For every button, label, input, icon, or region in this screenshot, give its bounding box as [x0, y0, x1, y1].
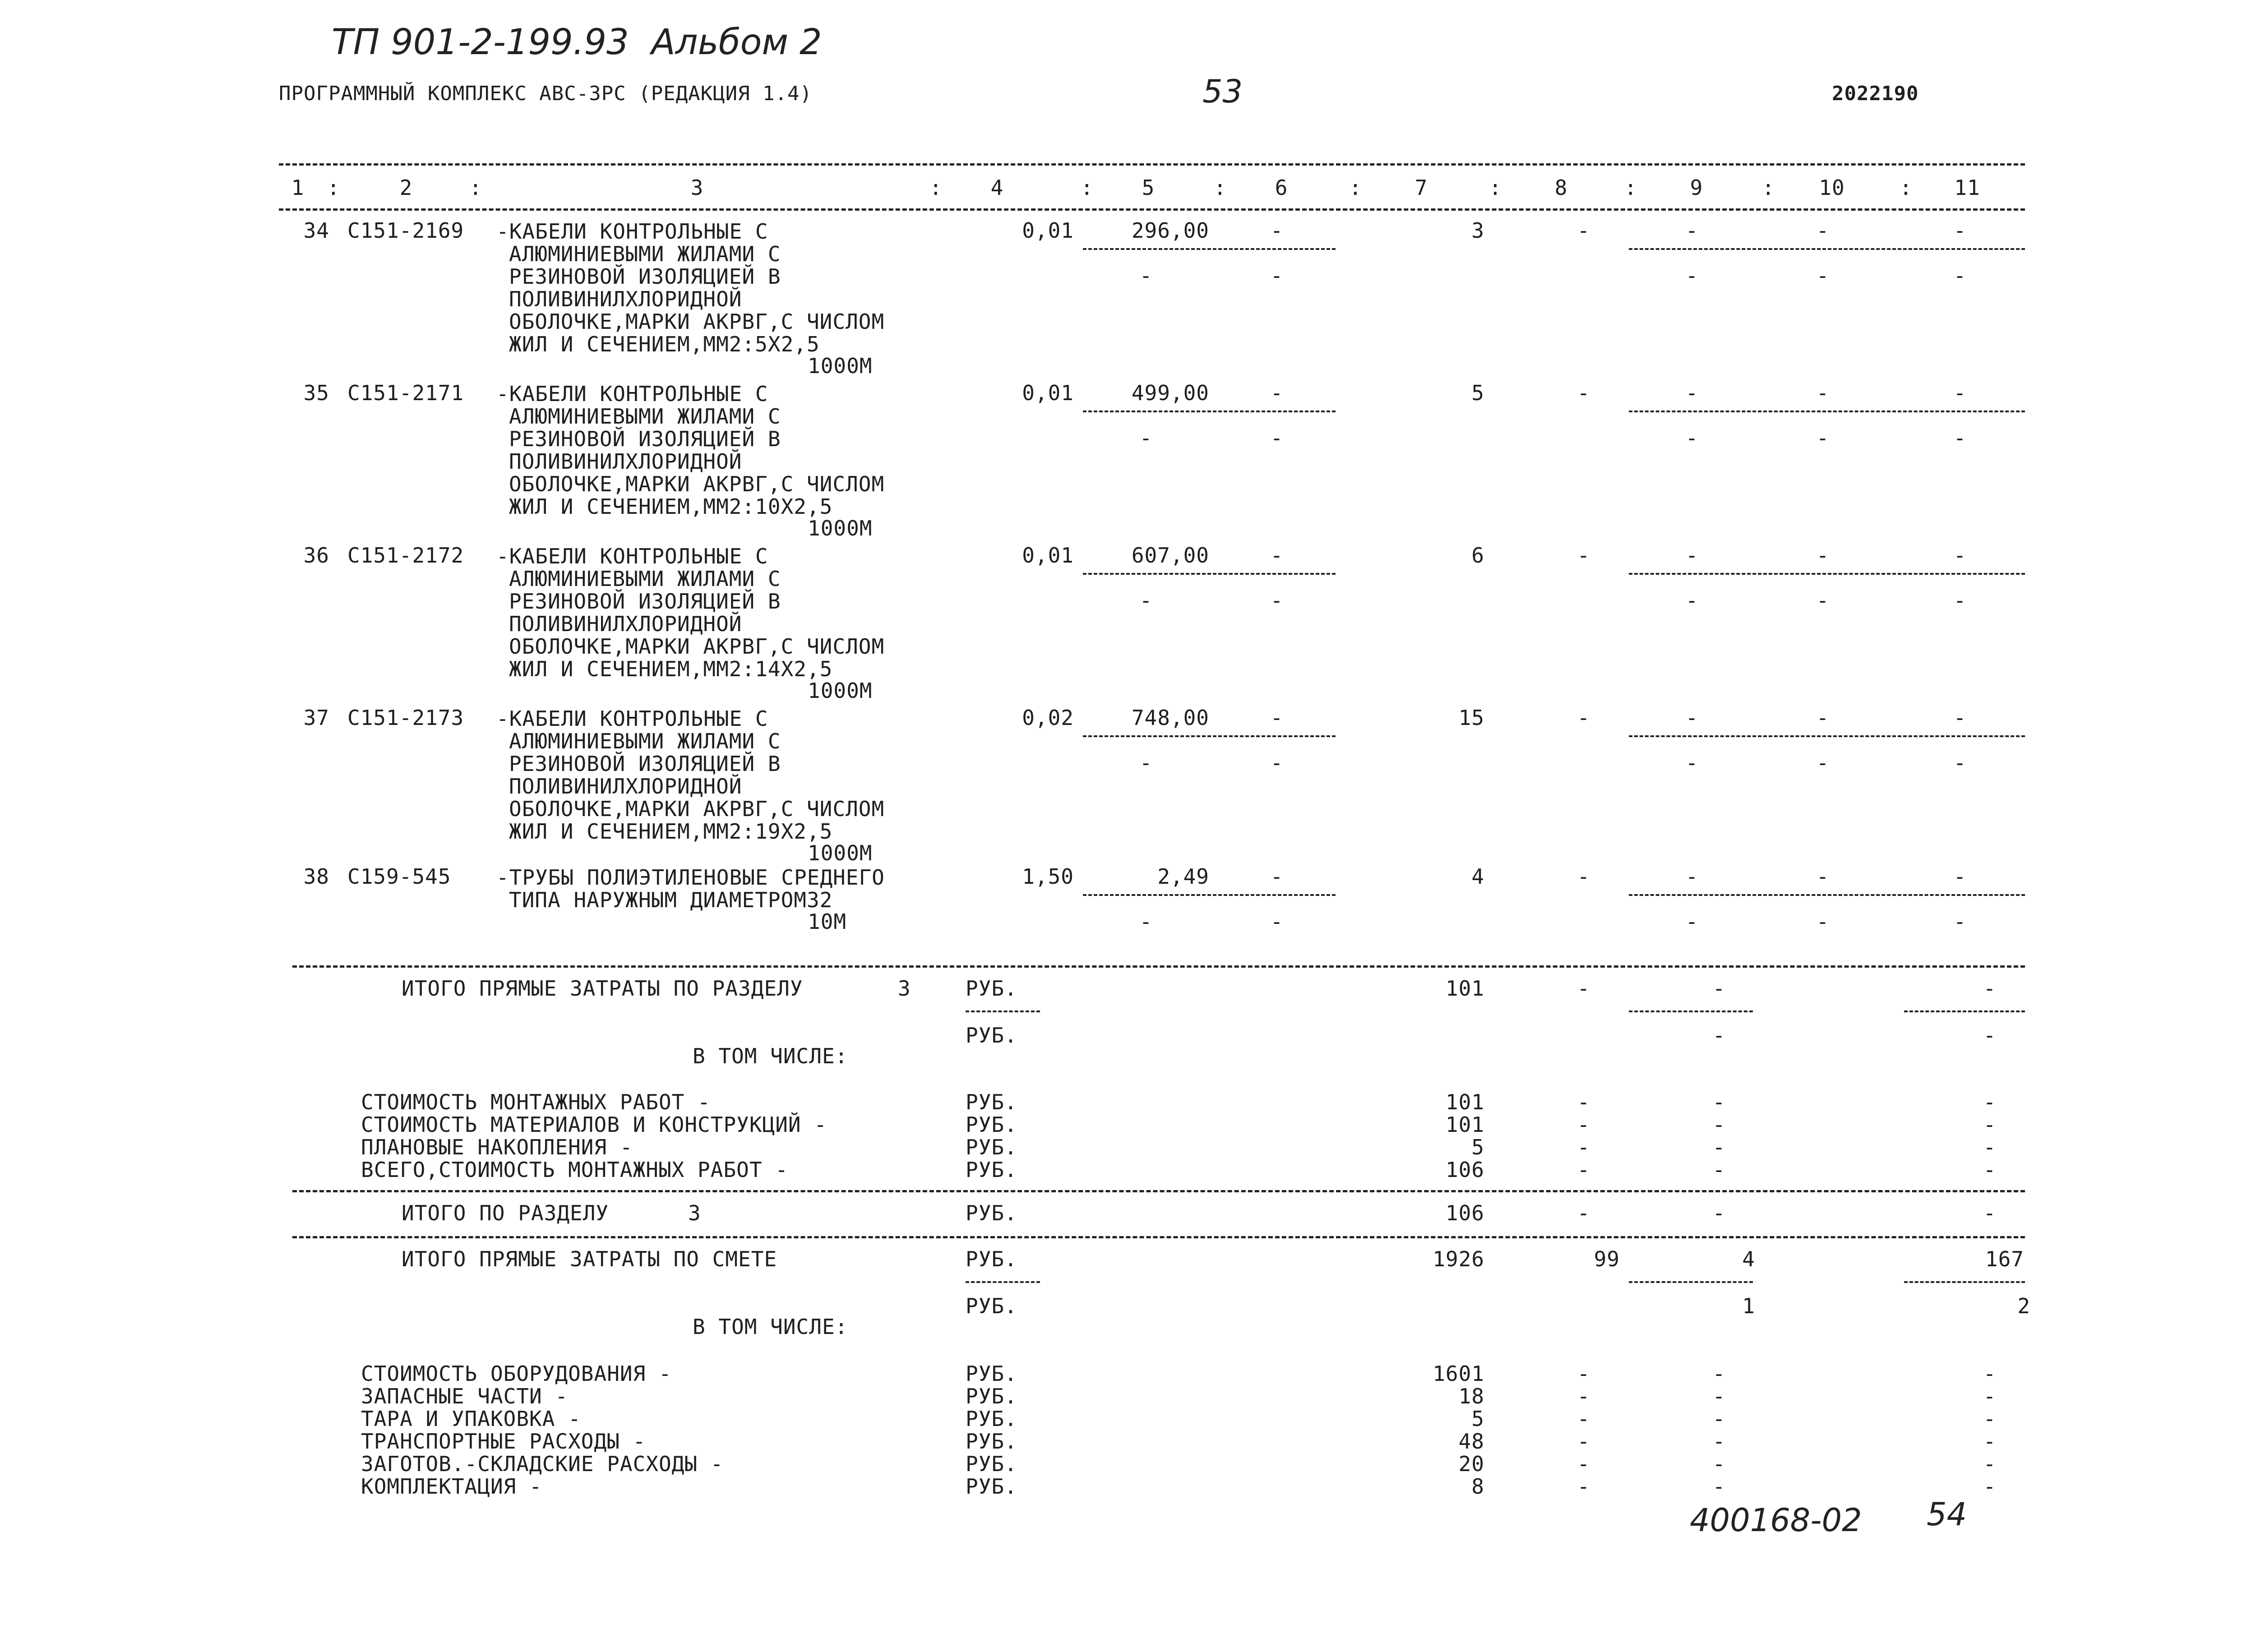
- item-price: 499,00: [1131, 381, 1209, 405]
- item-underline-left: [1083, 735, 1336, 737]
- by-section-col7: 106: [1445, 1201, 1484, 1225]
- estimate-total-label: ИТОГО ПРЯМЫЕ ЗАТРАТЫ ПО СМЕТЕ: [402, 1247, 777, 1271]
- estimate-including-label: В ТОМ ЧИСЛЕ:: [693, 1315, 848, 1339]
- breakdown-label: ЗАПАСНЫЕ ЧАСТИ -: [361, 1384, 569, 1408]
- item-sub-col10: -: [1816, 751, 1830, 775]
- breakdown-col11: -: [1983, 1452, 1997, 1476]
- item-description-line: АЛЮМИНИЕВЫМИ ЖИЛАМИ С: [509, 242, 781, 266]
- item-sub-col9: -: [1685, 426, 1699, 450]
- item-col9: -: [1685, 381, 1699, 405]
- item-col7: 4: [1471, 864, 1484, 889]
- breakdown-col7: 48: [1458, 1429, 1484, 1454]
- item-col6: -: [1270, 218, 1284, 243]
- estimate-total-sub-col9: 1: [1742, 1294, 1755, 1318]
- handwritten-title: ТП 901-2-199.93 Альбом 2: [332, 22, 822, 63]
- breakdown-col11: -: [1983, 1112, 1997, 1137]
- item-code: С151-2171: [347, 381, 464, 405]
- column-separator: :: [1081, 175, 1094, 200]
- section-col11-underline: [1904, 1011, 2025, 1012]
- column-number-2: 2: [399, 175, 413, 200]
- page-number: 53: [1202, 73, 1243, 110]
- breakdown-col11: -: [1983, 1158, 1997, 1182]
- item-price: 296,00: [1131, 218, 1209, 243]
- item-description-line: ПОЛИВИНИЛХЛОРИДНОЙ: [509, 287, 742, 311]
- breakdown-col9: -: [1712, 1158, 1726, 1182]
- breakdown-label: ТРАНСПОРТНЫЕ РАСХОДЫ -: [361, 1429, 646, 1454]
- breakdown-col8: -: [1577, 1135, 1590, 1159]
- breakdown-col9: -: [1712, 1135, 1726, 1159]
- item-underline-left: [1083, 411, 1336, 412]
- item-description-line: -КАБЕЛИ КОНТРОЛЬНЫЕ С: [496, 706, 768, 731]
- item-col11: -: [1953, 543, 1967, 568]
- column-separator: :: [469, 175, 482, 200]
- section-total-col9: -: [1712, 976, 1726, 1001]
- item-description-line: ОБОЛОЧКЕ,МАРКИ АКРВГ,С ЧИСЛОМ: [509, 309, 885, 334]
- item-col8: -: [1577, 381, 1590, 405]
- breakdown-col7: 5: [1471, 1407, 1484, 1431]
- breakdown-col11: -: [1983, 1407, 1997, 1431]
- item-sub-col5: -: [1139, 588, 1153, 613]
- column-number-3: 3: [690, 175, 704, 200]
- breakdown-label: ЗАГОТОВ.-СКЛАДСКИЕ РАСХОДЫ -: [361, 1452, 724, 1476]
- item-qty: 0,01: [1022, 218, 1074, 243]
- item-number: 34: [303, 218, 329, 243]
- item-underline-right: [1629, 248, 2025, 250]
- breakdown-col8: -: [1577, 1361, 1590, 1386]
- item-sub-col10: -: [1816, 909, 1830, 934]
- by-section-number: 3: [688, 1201, 701, 1225]
- breakdown-col9: -: [1712, 1361, 1726, 1386]
- item-unit: 1000М: [808, 841, 873, 865]
- item-description: [496, 383, 884, 518]
- breakdown-label: КОМПЛЕКТАЦИЯ -: [361, 1474, 542, 1499]
- item-col6: -: [1270, 706, 1284, 730]
- column-separator: :: [1624, 175, 1637, 200]
- item-col10: -: [1816, 706, 1830, 730]
- handwritten-doc-code: 400168-02: [1690, 1502, 1862, 1539]
- item-col8: -: [1577, 218, 1590, 243]
- item-col7: 15: [1458, 706, 1484, 730]
- estimate-top-rule: [292, 1236, 2025, 1238]
- item-number: 36: [303, 543, 329, 568]
- section-col9-underline: [1629, 1011, 1753, 1012]
- item-code: С159-545: [347, 864, 451, 889]
- breakdown-col8: -: [1577, 1158, 1590, 1182]
- estimate-total-col9: 4: [1742, 1247, 1755, 1271]
- item-description-line: АЛЮМИНИЕВЫМИ ЖИЛАМИ С: [509, 729, 781, 753]
- item-description-line: РЕЗИНОВОЙ ИЗОЛЯЦИЕЙ В: [509, 427, 781, 451]
- by-section-col8: -: [1577, 1201, 1590, 1225]
- item-number: 37: [303, 706, 329, 730]
- item-description-line: -КАБЕЛИ КОНТРОЛЬНЫЕ С: [496, 382, 768, 406]
- item-underline-left: [1083, 573, 1336, 575]
- item-sub-col6: -: [1270, 751, 1284, 775]
- breakdown-col11: -: [1983, 1135, 1997, 1159]
- breakdown-col9: -: [1712, 1112, 1726, 1137]
- item-sub-col10: -: [1816, 588, 1830, 613]
- breakdown-col8: -: [1577, 1384, 1590, 1408]
- item-qty: 0,01: [1022, 543, 1074, 568]
- item-col6: -: [1270, 381, 1284, 405]
- item-underline-right: [1629, 894, 2025, 896]
- item-description-line: ЖИЛ И СЕЧЕНИЕМ,ММ2:14Х2,5: [509, 657, 833, 681]
- item-description-line: -КАБЕЛИ КОНТРОЛЬНЫЕ С: [496, 544, 768, 568]
- by-section-col9: -: [1712, 1201, 1726, 1225]
- breakdown-col7: 106: [1445, 1158, 1484, 1182]
- breakdown-rub: РУБ.: [966, 1474, 1017, 1499]
- breakdown-rub: РУБ.: [966, 1158, 1017, 1182]
- breakdown-rub: РУБ.: [966, 1452, 1017, 1476]
- breakdown-col7: 1601: [1433, 1361, 1484, 1386]
- item-sub-col11: -: [1953, 426, 1967, 450]
- breakdown-col7: 20: [1458, 1452, 1484, 1476]
- breakdown-rub: РУБ.: [966, 1112, 1017, 1137]
- breakdown-label: СТОИМОСТЬ МАТЕРИАЛОВ И КОНСТРУКЦИЙ -: [361, 1112, 827, 1137]
- breakdown-label: ПЛАНОВЫЕ НАКОПЛЕНИЯ -: [361, 1135, 633, 1159]
- item-col9: -: [1685, 706, 1699, 730]
- item-code: С151-2173: [347, 706, 464, 730]
- item-description-line: -ТРУБЫ ПОЛИЭТИЛЕНОВЫЕ СРЕДНЕГО: [496, 865, 885, 890]
- section-rub-underline: [966, 1011, 1040, 1012]
- section-total-number: 3: [898, 976, 911, 1001]
- estimate-total-col11: 167: [1985, 1247, 2024, 1271]
- estimate-rub-underline: [966, 1281, 1040, 1283]
- column-number-5: 5: [1142, 175, 1155, 200]
- column-number-11: 11: [1954, 175, 1980, 200]
- item-col6: -: [1270, 543, 1284, 568]
- section-breakdown-bottom-rule: [292, 1190, 2025, 1192]
- column-number-8: 8: [1554, 175, 1568, 200]
- column-number-6: 6: [1275, 175, 1288, 200]
- breakdown-rub: РУБ.: [966, 1090, 1017, 1114]
- item-sub-col6: -: [1270, 588, 1284, 613]
- item-description-line: ПОЛИВИНИЛХЛОРИДНОЙ: [509, 774, 742, 798]
- item-unit: 10М: [808, 909, 847, 934]
- item-col6: -: [1270, 864, 1284, 889]
- item-sub-col11: -: [1953, 751, 1967, 775]
- item-description: [496, 866, 885, 911]
- breakdown-col7: 5: [1471, 1135, 1484, 1159]
- column-number-4: 4: [990, 175, 1004, 200]
- section-top-rule: [292, 965, 2025, 968]
- item-sub-col10: -: [1816, 263, 1830, 288]
- breakdown-label: ВСЕГО,СТОИМОСТЬ МОНТАЖНЫХ РАБОТ -: [361, 1158, 788, 1182]
- breakdown-col11: -: [1983, 1474, 1997, 1499]
- item-col8: -: [1577, 543, 1590, 568]
- column-number-1: 1: [291, 175, 305, 200]
- estimate-total-sub-col11: 2: [2017, 1294, 2030, 1318]
- column-separator: :: [1489, 175, 1502, 200]
- section-total-rub-2: РУБ.: [966, 1023, 1017, 1047]
- item-description-line: АЛЮМИНИЕВЫМИ ЖИЛАМИ С: [509, 404, 781, 429]
- breakdown-col9: -: [1712, 1090, 1726, 1114]
- item-price: 2,49: [1157, 864, 1209, 889]
- breakdown-rub: РУБ.: [966, 1407, 1017, 1431]
- item-col8: -: [1577, 706, 1590, 730]
- breakdown-col11: -: [1983, 1090, 1997, 1114]
- breakdown-rub: РУБ.: [966, 1384, 1017, 1408]
- breakdown-col7: 8: [1471, 1474, 1484, 1499]
- item-description-line: РЕЗИНОВОЙ ИЗОЛЯЦИЕЙ В: [509, 264, 781, 289]
- column-separator: :: [1349, 175, 1362, 200]
- section-total-col7: 101: [1445, 976, 1484, 1001]
- item-description-line: ПОЛИВИНИЛХЛОРИДНОЙ: [509, 612, 742, 636]
- breakdown-label: СТОИМОСТЬ ОБОРУДОВАНИЯ -: [361, 1361, 672, 1386]
- breakdown-col11: -: [1983, 1361, 1997, 1386]
- column-number-7: 7: [1415, 175, 1428, 200]
- item-description-line: ОБОЛОЧКЕ,МАРКИ АКРВГ,С ЧИСЛОМ: [509, 797, 885, 821]
- item-sub-col11: -: [1953, 263, 1967, 288]
- estimate-total-rub-2: РУБ.: [966, 1294, 1017, 1318]
- item-price: 748,00: [1131, 706, 1209, 730]
- item-description: [496, 707, 884, 843]
- breakdown-col8: -: [1577, 1407, 1590, 1431]
- section-total-label: ИТОГО ПРЯМЫЕ ЗАТРАТЫ ПО РАЗДЕЛУ: [402, 976, 803, 1001]
- item-description-line: ЖИЛ И СЕЧЕНИЕМ,ММ2:5Х2,5: [509, 332, 820, 356]
- column-separator: :: [1900, 175, 1913, 200]
- item-description-line: ОБОЛОЧКЕ,МАРКИ АКРВГ,С ЧИСЛОМ: [509, 472, 885, 496]
- item-description-line: -КАБЕЛИ КОНТРОЛЬНЫЕ С: [496, 219, 768, 244]
- column-number-10: 10: [1819, 175, 1845, 200]
- item-qty: 1,50: [1022, 864, 1074, 889]
- breakdown-col9: -: [1712, 1452, 1726, 1476]
- section-total-col8: -: [1577, 976, 1590, 1001]
- breakdown-col7: 101: [1445, 1090, 1484, 1114]
- breakdown-col7: 101: [1445, 1112, 1484, 1137]
- breakdown-rub: РУБ.: [966, 1135, 1017, 1159]
- item-description-line: ОБОЛОЧКЕ,МАРКИ АКРВГ,С ЧИСЛОМ: [509, 634, 885, 659]
- item-number: 35: [303, 381, 329, 405]
- table-top-rule: [279, 163, 2025, 166]
- handwritten-page-number: 54: [1927, 1496, 1967, 1533]
- item-col9: -: [1685, 864, 1699, 889]
- item-underline-left: [1083, 894, 1336, 896]
- breakdown-col8: -: [1577, 1452, 1590, 1476]
- program-name: ПРОГРАММНЫЙ КОМПЛЕКС АВС-ЗРС (РЕДАКЦИЯ 1.4): [279, 82, 813, 105]
- item-col10: -: [1816, 543, 1830, 568]
- item-col11: -: [1953, 864, 1967, 889]
- estimate-col11-underline: [1904, 1281, 2025, 1283]
- breakdown-rub: РУБ.: [966, 1429, 1017, 1454]
- breakdown-col8: -: [1577, 1429, 1590, 1454]
- item-col9: -: [1685, 218, 1699, 243]
- estimate-col9-underline: [1629, 1281, 1753, 1283]
- column-separator: :: [929, 175, 943, 200]
- item-underline-right: [1629, 411, 2025, 412]
- breakdown-col9: -: [1712, 1474, 1726, 1499]
- item-sub-col5: -: [1139, 751, 1153, 775]
- by-section-label: ИТОГО ПО РАЗДЕЛУ: [402, 1201, 609, 1225]
- doc-code: 2022190: [1832, 82, 1919, 105]
- item-sub-col6: -: [1270, 263, 1284, 288]
- item-sub-col9: -: [1685, 751, 1699, 775]
- item-sub-col9: -: [1685, 263, 1699, 288]
- item-price: 607,00: [1131, 543, 1209, 568]
- breakdown-label: СТОИМОСТЬ МОНТАЖНЫХ РАБОТ -: [361, 1090, 711, 1114]
- section-total-rub: РУБ.: [966, 976, 1017, 1001]
- item-underline-left: [1083, 248, 1336, 250]
- item-description-line: РЕЗИНОВОЙ ИЗОЛЯЦИЕЙ В: [509, 752, 781, 776]
- column-separator: :: [1214, 175, 1227, 200]
- breakdown-col9: -: [1712, 1429, 1726, 1454]
- breakdown-col11: -: [1983, 1384, 1997, 1408]
- item-description-line: АЛЮМИНИЕВЫМИ ЖИЛАМИ С: [509, 567, 781, 591]
- item-col8: -: [1577, 864, 1590, 889]
- by-section-col11: -: [1983, 1201, 1997, 1225]
- by-section-rub: РУБ.: [966, 1201, 1017, 1225]
- breakdown-col11: -: [1983, 1429, 1997, 1454]
- column-separator: :: [1762, 175, 1775, 200]
- item-sub-col6: -: [1270, 426, 1284, 450]
- item-code: С151-2172: [347, 543, 464, 568]
- item-sub-col9: -: [1685, 588, 1699, 613]
- item-description-line: ТИПА НАРУЖНЫМ ДИАМЕТРОМ32: [509, 888, 833, 912]
- item-sub-col11: -: [1953, 588, 1967, 613]
- item-unit: 1000М: [808, 354, 873, 378]
- item-col9: -: [1685, 543, 1699, 568]
- estimate-total-col7: 1926: [1433, 1247, 1484, 1271]
- item-sub-col9: -: [1685, 909, 1699, 934]
- item-description-line: ЖИЛ И СЕЧЕНИЕМ,ММ2:10Х2,5: [509, 494, 833, 519]
- estimate-total-col8: 99: [1594, 1247, 1620, 1271]
- item-code: С151-2169: [347, 218, 464, 243]
- item-sub-col6: -: [1270, 909, 1284, 934]
- item-qty: 0,01: [1022, 381, 1074, 405]
- breakdown-label: ТАРА И УПАКОВКА -: [361, 1407, 581, 1431]
- section-including-label: В ТОМ ЧИСЛЕ:: [693, 1044, 848, 1068]
- item-unit: 1000М: [808, 678, 873, 703]
- breakdown-col9: -: [1712, 1384, 1726, 1408]
- item-col11: -: [1953, 706, 1967, 730]
- item-col10: -: [1816, 218, 1830, 243]
- item-col10: -: [1816, 864, 1830, 889]
- breakdown-col7: 18: [1458, 1384, 1484, 1408]
- item-underline-right: [1629, 573, 2025, 575]
- item-col7: 6: [1471, 543, 1484, 568]
- item-sub-col10: -: [1816, 426, 1830, 450]
- item-sub-col11: -: [1953, 909, 1967, 934]
- section-total-sub-col9: -: [1712, 1023, 1726, 1047]
- item-description: [496, 220, 884, 355]
- breakdown-col8: -: [1577, 1112, 1590, 1137]
- item-sub-col5: -: [1139, 426, 1153, 450]
- item-col10: -: [1816, 381, 1830, 405]
- section-total-sub-col11: -: [1983, 1023, 1997, 1047]
- item-col7: 3: [1471, 218, 1484, 243]
- breakdown-col8: -: [1577, 1090, 1590, 1114]
- item-description-line: ПОЛИВИНИЛХЛОРИДНОЙ: [509, 449, 742, 474]
- column-number-9: 9: [1690, 175, 1703, 200]
- item-unit: 1000М: [808, 516, 873, 540]
- item-description-line: ЖИЛ И СЕЧЕНИЕМ,ММ2:19Х2,5: [509, 819, 833, 844]
- item-number: 38: [303, 864, 329, 889]
- item-description-line: РЕЗИНОВОЙ ИЗОЛЯЦИЕЙ В: [509, 589, 781, 614]
- breakdown-col8: -: [1577, 1474, 1590, 1499]
- item-description: [496, 545, 884, 680]
- item-col11: -: [1953, 381, 1967, 405]
- item-col7: 5: [1471, 381, 1484, 405]
- section-total-col11: -: [1983, 976, 1997, 1001]
- breakdown-rub: РУБ.: [966, 1361, 1017, 1386]
- item-underline-right: [1629, 735, 2025, 737]
- item-col11: -: [1953, 218, 1967, 243]
- column-header-bottom-rule: [279, 208, 2025, 211]
- column-separator: :: [327, 175, 340, 200]
- item-qty: 0,02: [1022, 706, 1074, 730]
- item-sub-col5: -: [1139, 263, 1153, 288]
- item-sub-col5: -: [1139, 909, 1153, 934]
- breakdown-col9: -: [1712, 1407, 1726, 1431]
- estimate-total-rub: РУБ.: [966, 1247, 1017, 1271]
